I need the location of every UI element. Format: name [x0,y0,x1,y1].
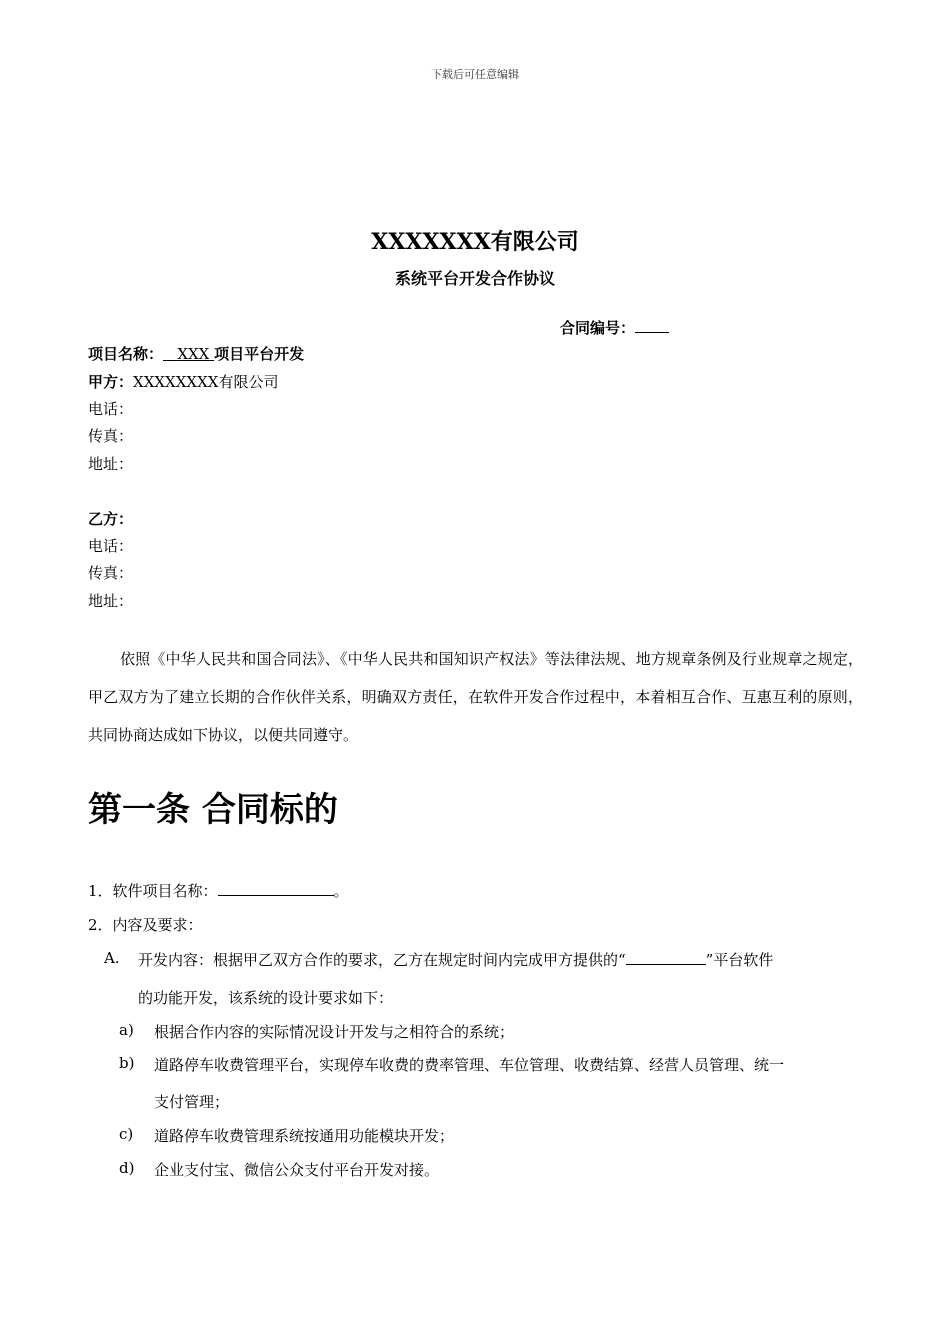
contract-number-blank [635,318,669,333]
item-a-text-line2: 的功能开发，该系统的设计要求如下： [138,989,394,1007]
item-a-text-after: ”平台软件 [705,951,774,969]
preamble-paragraph: 依照《中华人民共和国合同法》、《中华人民共和国知识产权法》等法律法规、地方规章条例及行业规章之规定，甲乙双方为了建立长期的合作伙伴关系，明确双方责任，在软件开发合作过程中，本着相互合作、互惠互利的原则，共同协商达成如下协议，以便共同遵守。 [88,650,863,744]
subitem-b-text-line2: 支付管理； [154,1093,230,1111]
party-b-fax: 传真： [88,564,134,582]
item-1-software-name [88,880,349,901]
party-b-address: 地址： [88,592,134,610]
project-name-label: 项目名称： [88,345,164,363]
subitem-d-marker: d) [119,1159,135,1177]
section-1-heading: 第一条 合同标的 [88,790,338,830]
party-b-phone: 电话： [88,537,134,555]
project-name-value: XXX [177,345,210,363]
page-header-note: 下载后可任意编辑 [431,68,519,81]
party-a-label: 甲方： [88,373,134,391]
item-1-blank [218,881,334,896]
party-a-phone: 电话： [88,400,134,418]
subitem-a-marker: a) [119,1021,134,1039]
project-name-suffix: 项目平台开发 [214,345,305,363]
item-1-end: 。 [333,882,349,900]
subitem-a-text: 根据合作内容的实际情况设计开发与之相符合的系统； [154,1023,515,1041]
company-title: XXXXXXX有限公司 [371,229,579,255]
item-a-text [138,949,863,970]
document-title: 系统平台开发合作协议 [394,269,555,288]
subitem-c-text: 道路停车收费管理系统按通用功能模块开发； [154,1127,455,1145]
party-b-label: 乙方： [88,510,134,528]
party-a-line [88,371,278,392]
contract-number [560,317,669,338]
item-a-blank [626,950,706,965]
party-a-fax: 传真： [88,427,134,445]
item-a-marker: A. [104,949,120,967]
contract-number-label: 合同编号： [560,319,636,337]
party-a-address: 地址： [88,455,134,473]
project-name-line [88,343,304,364]
item-2-content: 2．内容及要求： [88,916,203,934]
item-1-label: 1．软件项目名称： [88,882,218,900]
subitem-b-text: 道路停车收费管理平台，实现停车收费的费率管理、车位管理、收费结算、经营人员管理、统一 [154,1056,785,1074]
subitem-b-marker: b) [119,1054,135,1072]
item-a-text-before: 开发内容：根据甲乙双方合作的要求，乙方在规定时间内完成甲方提供的“ [138,951,626,969]
subitem-d-text: 企业支付宝、微信公众支付平台开发对接。 [154,1161,440,1179]
subitem-c-marker: c) [119,1125,134,1143]
party-a-name: XXXXXXXX有限公司 [133,373,279,391]
